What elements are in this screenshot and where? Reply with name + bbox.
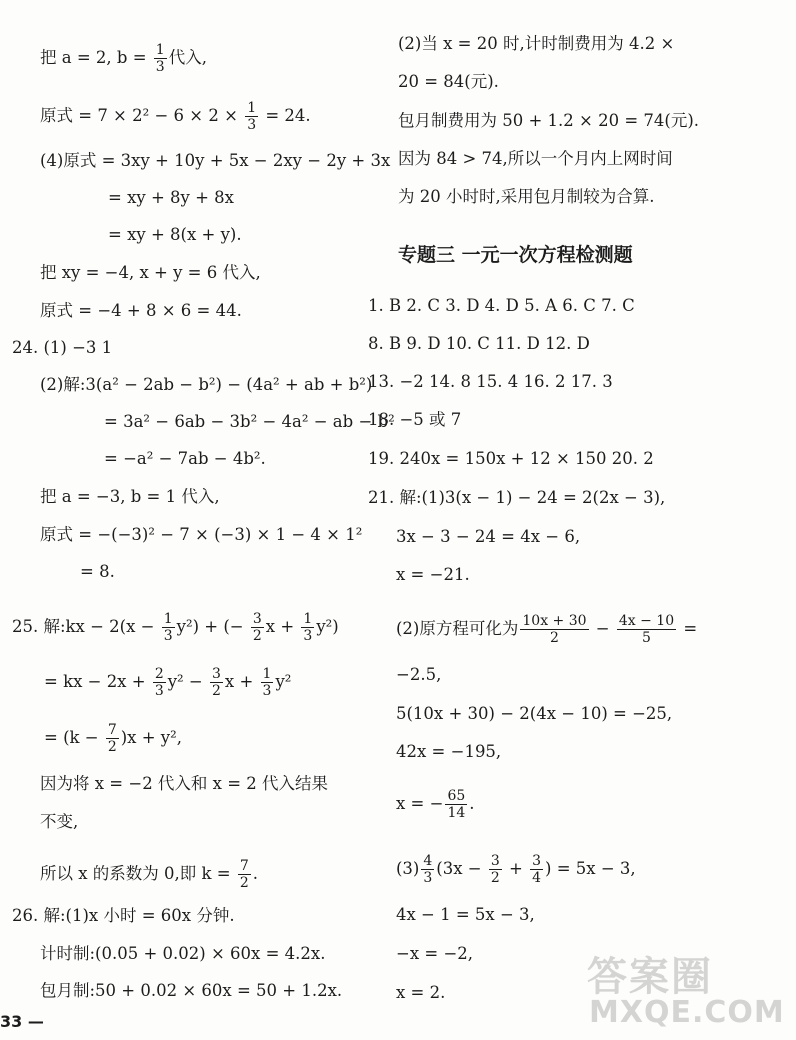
- q21-part2-step1: 5(10x + 30) − 2(4x − 10) = −25,: [396, 704, 673, 723]
- fraction: [106, 722, 119, 755]
- text: +: [503, 859, 529, 878]
- fraction: [301, 611, 314, 644]
- denominator: 3: [247, 117, 257, 133]
- q24-step1: = 3a² − 6ab − 3b² − 4a² − ab − b²: [104, 412, 395, 431]
- fraction: [251, 611, 264, 644]
- q21-part3-step1: 4x − 1 = 5x − 3,: [396, 905, 535, 924]
- watermark-url: MXQE.COM: [589, 995, 785, 1030]
- line-4-original: (4)原式 = 3xy + 10y + 5x − 2xy − 2y + 3x: [40, 151, 391, 170]
- numerator: 4: [423, 853, 433, 869]
- text: )x + y²,: [120, 728, 182, 747]
- numerator: 1: [155, 42, 165, 58]
- text: y²: [275, 672, 292, 691]
- answers-13-17: 13. −2 14. 8 15. 4 16. 2 17. 3: [368, 372, 613, 391]
- q21-part2-step2: 42x = −195,: [396, 742, 502, 761]
- line-substitute-ab: [40, 42, 207, 75]
- text: 原式 = 7 × 2² − 6 × 2 ×: [40, 106, 244, 125]
- q21-part2-cont: −2.5,: [396, 665, 442, 684]
- answers-1-7: 1. B 2. C 3. D 4. D 5. A 6. C 7. C: [368, 296, 635, 315]
- numerator: 1: [303, 611, 313, 627]
- text: y² −: [167, 672, 208, 691]
- q21-part3-step2: −x = −2,: [396, 944, 474, 963]
- line-4-step1: = xy + 8y + 8x: [108, 188, 234, 207]
- numerator: 7: [239, 858, 249, 874]
- denominator: 3: [163, 628, 173, 644]
- text: x +: [224, 672, 259, 691]
- line-4-step2: = xy + 8(x + y).: [108, 225, 242, 244]
- fraction: [261, 666, 274, 699]
- line-result-44: 原式 = −4 + 8 × 6 = 44.: [40, 301, 242, 320]
- text: = (k −: [44, 728, 104, 747]
- denominator: 3: [154, 683, 164, 699]
- q21-part3-result: x = 2.: [396, 983, 446, 1002]
- text: ) = 5x − 3,: [545, 859, 636, 878]
- numerator: 10x + 30: [522, 613, 587, 629]
- denominator: 2: [549, 630, 559, 646]
- text: .: [252, 864, 259, 883]
- fraction: [245, 100, 258, 133]
- fraction: [530, 853, 543, 886]
- text: = 24.: [260, 106, 311, 125]
- fraction: [617, 613, 676, 646]
- fraction: [421, 853, 434, 886]
- q24-step2: = −a² − 7ab − 4b².: [104, 449, 266, 468]
- fraction: [520, 613, 588, 646]
- denominator: 3: [423, 870, 433, 886]
- denominator: 3: [155, 59, 165, 75]
- numerator: 1: [163, 611, 173, 627]
- numerator: 3: [532, 853, 542, 869]
- text: 25. 解:kx − 2(x −: [12, 617, 160, 636]
- answers-8-12: 8. B 9. D 10. C 11. D 12. D: [368, 334, 590, 353]
- line-result-24: [40, 100, 311, 133]
- answer-18: 18. −5 或 7: [368, 410, 462, 429]
- text: (3x −: [436, 859, 487, 878]
- q24-result: 原式 = −(−3)² − 7 × (−3) × 1 − 4 × 1²: [40, 525, 363, 544]
- numerator: 3: [252, 611, 262, 627]
- q21-part2-result: [396, 788, 475, 821]
- denominator: 2: [252, 628, 262, 644]
- numerator: 1: [247, 100, 257, 116]
- q25-reason-cont: 不变,: [40, 812, 79, 831]
- q26-part1: 26. 解:(1)x 小时 = 60x 分钟.: [12, 906, 235, 925]
- numerator: 2: [154, 666, 164, 682]
- text: =: [678, 619, 698, 638]
- q26-monthly-cost: 包月制费用为 50 + 1.2 × 20 = 74(元).: [398, 111, 700, 130]
- denominator: 14: [447, 805, 466, 821]
- text: (2)原方程可化为: [396, 619, 519, 638]
- fraction: [489, 853, 502, 886]
- q24-result-value: = 8.: [80, 562, 115, 581]
- q24-part2: (2)解:3(a² − 2ab − b²) − (4a² + ab + b²): [40, 375, 373, 394]
- denominator: 2: [107, 739, 117, 755]
- q24-part1: 24. (1) −3 1: [12, 338, 113, 357]
- denominator: 5: [642, 630, 651, 646]
- numerator: 1: [262, 666, 272, 682]
- q25-line3: [44, 722, 182, 755]
- text: 代入,: [168, 48, 207, 67]
- q21-part2: [396, 613, 697, 646]
- q25-conclusion: [40, 858, 258, 891]
- q25-line2: [44, 666, 291, 699]
- text: .: [469, 794, 475, 813]
- q21-part1: 21. 解:(1)3(x − 1) − 24 = 2(2x − 3),: [368, 488, 666, 507]
- q25-line1: [12, 611, 339, 644]
- q26-monthly: 包月制:50 + 0.02 × 60x = 50 + 1.2x.: [40, 981, 343, 1000]
- fraction: [210, 666, 223, 699]
- line-substitute-xy: 把 xy = −4, x + y = 6 代入,: [40, 263, 261, 282]
- answers-19-20: 19. 240x = 150x + 12 × 150 20. 2: [368, 449, 654, 468]
- denominator: 3: [262, 683, 272, 699]
- q21-part3: [396, 853, 636, 886]
- watermark-text: 答案圈: [587, 954, 713, 1000]
- denominator: 4: [532, 870, 542, 886]
- denominator: 2: [239, 875, 249, 891]
- text: 所以 x 的系数为 0,即 k =: [40, 864, 236, 883]
- q26-part2-cont: 20 = 84(元).: [398, 72, 499, 91]
- text: −: [590, 619, 615, 638]
- text: = kx − 2x +: [44, 672, 151, 691]
- denominator: 3: [303, 628, 313, 644]
- q26-compare: 因为 84 > 74,所以一个月内上网时间: [398, 149, 673, 168]
- numerator: 3: [490, 853, 500, 869]
- numerator: 3: [212, 666, 221, 682]
- text: (3): [396, 859, 420, 878]
- fraction: [445, 788, 467, 821]
- q26-part2: (2)当 x = 20 时,计时制费用为 4.2 ×: [398, 34, 675, 53]
- text: y²): [316, 617, 339, 636]
- numerator: 4x − 10: [618, 613, 675, 629]
- section-heading: 专题三 一元一次方程检测题: [398, 244, 633, 266]
- q21-result1: x = −21.: [396, 565, 470, 584]
- text: y²) + (−: [176, 617, 249, 636]
- fraction: [153, 666, 166, 699]
- denominator: 2: [490, 870, 500, 886]
- q26-timed: 计时制:(0.05 + 0.02) × 60x = 4.2x.: [40, 944, 326, 963]
- fraction: [162, 611, 175, 644]
- numerator: 7: [107, 722, 117, 738]
- fraction: [154, 42, 167, 75]
- q24-substitute: 把 a = −3, b = 1 代入,: [40, 487, 220, 506]
- denominator: 2: [212, 683, 221, 699]
- q26-conclusion: 为 20 小时时,采用包月制较为合算.: [398, 187, 655, 206]
- numerator: 65: [447, 788, 466, 804]
- q21-step1: 3x − 3 − 24 = 4x − 6,: [396, 527, 581, 546]
- q25-reason: 因为将 x = −2 代入和 x = 2 代入结果: [40, 774, 329, 793]
- fraction: [238, 858, 251, 891]
- text: 把 a = 2, b =: [40, 48, 152, 67]
- page-number: 33 —: [0, 1012, 44, 1031]
- text: x +: [265, 617, 300, 636]
- watermark-logo: [575, 945, 790, 1033]
- text: x = −: [396, 794, 444, 813]
